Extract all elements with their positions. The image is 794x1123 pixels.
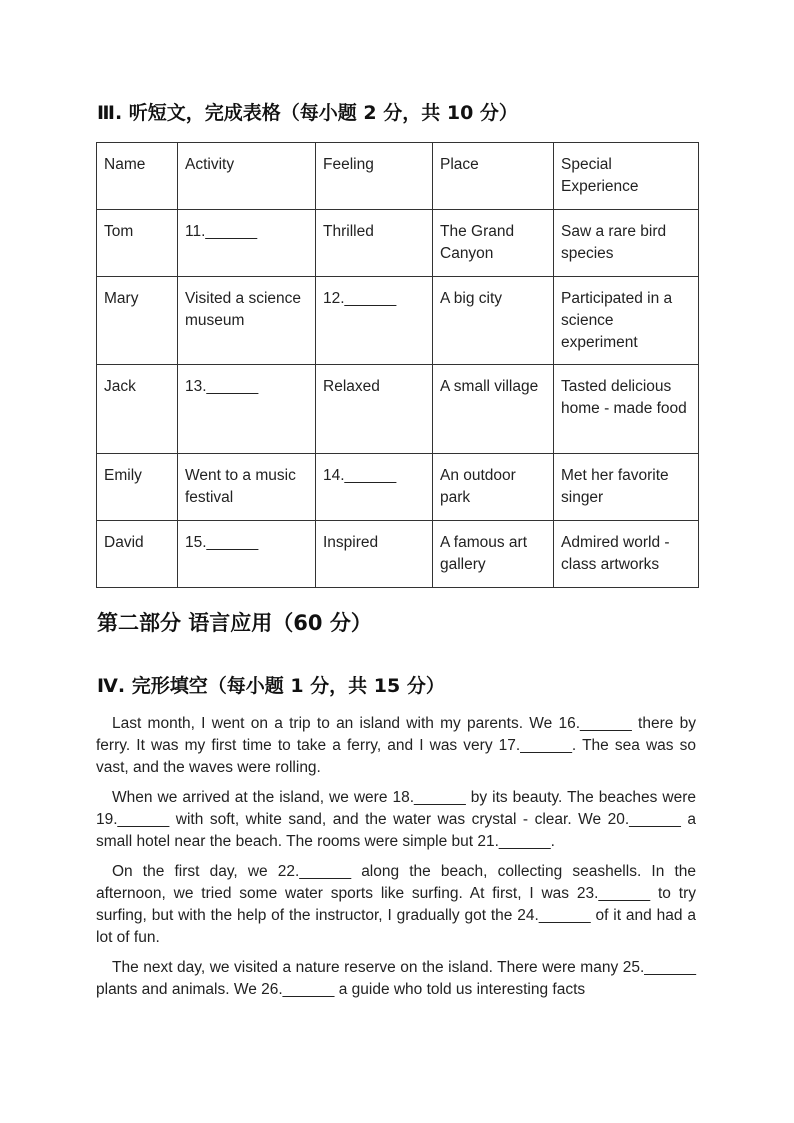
table-row [97,454,699,521]
header-cell-activity: Activity [178,143,316,210]
table-row [97,210,699,277]
listening-table [96,142,699,588]
table-cell: Jack [97,365,178,454]
table-header-row [97,143,699,210]
table-row [97,277,699,365]
table-cell: Saw a rare bird species [554,210,699,277]
table-cell: A big city [433,277,554,365]
table-cell: Participated in a science experiment [554,277,699,365]
table-cell: A small village [433,365,554,454]
table-cell: Went to a music festival [178,454,316,521]
passage-paragraph: Last month, I went on a trip to an island with my parents. We 16.______ there by ferry. It was my first time to take a ferry, and I was very 17.______. The sea was so vast, and the waves were rolling. [96,715,696,776]
table-row [97,521,699,588]
table-cell: Tasted delicious home - made food [554,365,699,454]
header-cell-feeling: Feeling [316,143,433,210]
answer-blank-cell: 15.______ [178,521,316,588]
answer-blank-cell: 12.______ [316,277,433,365]
table-cell: Inspired [316,521,433,588]
passage-paragraph: When we arrived at the island, we were 18.______ by its beauty. The beaches were 19.______ with soft, white sand, and the water was crystal - clear. We 20.______ a small hotel near the beach. The rooms were simple but 21.______. [96,789,696,850]
answer-blank-cell: 11.______ [178,210,316,277]
answer-blank-cell: 13.______ [178,365,316,454]
table-cell: An outdoor park [433,454,554,521]
answer-blank-cell: 14.______ [316,454,433,521]
table-cell: Relaxed [316,365,433,454]
table-cell: A famous art gallery [433,521,554,588]
table-cell: Emily [97,454,178,521]
table-cell: Thrilled [316,210,433,277]
cloze-passage [96,713,696,1009]
table-cell: David [97,521,178,588]
table-cell: Admired world - class artworks [554,521,699,588]
table-cell: Tom [97,210,178,277]
header-cell-place: Place [433,143,554,210]
passage-paragraph: The next day, we visited a nature reserve on the island. There were many 25.______ plants and animals. We 26.______ a guide who told us interesting facts [96,959,696,998]
table-cell: Mary [97,277,178,365]
section-4-title: Ⅳ. 完形填空（每小题 1 分，共 15 分） [97,675,445,697]
section-3-title: Ⅲ. 听短文，完成表格（每小题 2 分，共 10 分） [97,102,518,124]
table-cell: The Grand Canyon [433,210,554,277]
passage-paragraph: On the first day, we 22.______ along the beach, collecting seashells. In the afternoon, we tried some water sports like surfing. At first, I was 23.______ to try surfing, but with the help of the instructor, I gradually got the 24.______ of it and had a lot of fun. [96,863,696,946]
header-cell-special-experience: Special Experience [554,143,699,210]
table-row [97,365,699,454]
part-2-title: 第二部分 语言应用（60 分） [97,611,372,635]
table-cell: Visited a science museum [178,277,316,365]
table-cell: Met her favorite singer [554,454,699,521]
header-cell-name: Name [97,143,178,210]
